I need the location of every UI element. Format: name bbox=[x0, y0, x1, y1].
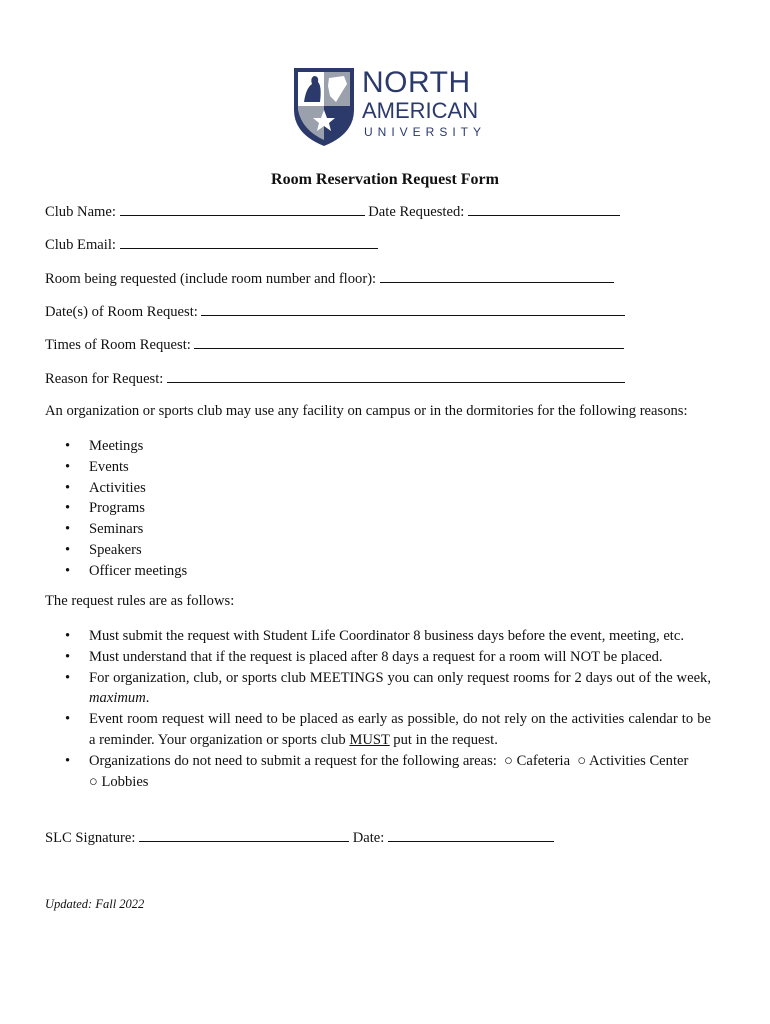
list-item: • Seminars bbox=[45, 519, 187, 540]
list-item: • Events bbox=[45, 457, 187, 478]
signature-date-field[interactable] bbox=[388, 828, 554, 842]
logo-line-american: AMERICAN bbox=[362, 98, 479, 123]
reason-label: Reason for Request: bbox=[45, 371, 164, 387]
times-request-row bbox=[45, 335, 624, 354]
room-requested-label: Room being requested (include room number and floor): bbox=[45, 271, 377, 287]
slc-signature-label: SLC Signature: bbox=[45, 830, 136, 846]
dates-request-row bbox=[45, 302, 625, 321]
list-item: • Activities bbox=[45, 478, 187, 499]
dates-request-label: Date(s) of Room Request: bbox=[45, 304, 198, 320]
rule-underlined: MUST bbox=[349, 731, 390, 748]
club-name-field[interactable] bbox=[120, 202, 365, 216]
rule-text: Event room request will need to be placed as early as possible, do not rely on the activities calendar to be a reminder. Your organization or sports club bbox=[89, 711, 711, 748]
university-logo bbox=[292, 66, 492, 148]
club-name-row bbox=[45, 202, 620, 221]
intro-text: An organization or sports club may use any facility on campus or in the dormitories for the following reasons: bbox=[45, 403, 688, 419]
logo-line-north: NORTH bbox=[362, 66, 471, 99]
date-requested-field[interactable] bbox=[468, 202, 620, 216]
option-lobbies: ○ Lobbies bbox=[89, 773, 149, 790]
rule-item bbox=[45, 709, 711, 751]
rule-text: For organization, club, or sports club MEETINGS you can only request rooms for 2 days out of the week, bbox=[89, 669, 711, 686]
reasons-list bbox=[45, 436, 187, 582]
times-request-label: Times of Room Request: bbox=[45, 337, 191, 353]
room-requested-field[interactable] bbox=[380, 269, 614, 283]
page-title: Room Reservation Request Form bbox=[271, 171, 499, 188]
list-item: • Programs bbox=[45, 498, 187, 519]
club-email-label: Club Email: bbox=[45, 237, 116, 253]
updated-note: Updated: Fall 2022 bbox=[45, 897, 145, 911]
signature-row bbox=[45, 828, 554, 847]
dates-request-field[interactable] bbox=[201, 302, 625, 316]
room-requested-row bbox=[45, 269, 614, 288]
list-item: • Speakers bbox=[45, 540, 187, 561]
rule-emphasis: maximum bbox=[89, 690, 146, 707]
rule-text: Organizations do not need to submit a request for the following areas: bbox=[89, 752, 497, 769]
logo-line-university: UNIVERSITY bbox=[364, 125, 487, 139]
club-name-label: Club Name: bbox=[45, 204, 116, 220]
club-email-field[interactable] bbox=[120, 235, 378, 249]
date-requested-label: Date Requested: bbox=[368, 204, 465, 220]
list-item: • Officer meetings bbox=[45, 561, 187, 582]
reason-row bbox=[45, 369, 625, 388]
rule-item bbox=[45, 751, 711, 793]
option-activities-center: ○ Activities Center bbox=[577, 752, 689, 769]
rule-text: Must understand that if the request is placed after 8 days a request for a room will NOT be placed. bbox=[89, 648, 663, 665]
rule-text: Must submit the request with Student Life Coordinator 8 business days before the event, meeting, etc. bbox=[89, 628, 684, 644]
option-cafeteria: ○ Cafeteria bbox=[504, 752, 571, 769]
list-item: • Meetings bbox=[45, 436, 187, 457]
rule-text: . bbox=[145, 690, 150, 707]
rule-text: put in the request. bbox=[389, 731, 498, 748]
times-request-field[interactable] bbox=[194, 335, 624, 349]
reason-field[interactable] bbox=[167, 369, 625, 383]
slc-signature-field[interactable] bbox=[139, 828, 349, 842]
club-email-row bbox=[45, 235, 378, 254]
rule-item bbox=[45, 626, 711, 647]
rules-list bbox=[45, 626, 711, 792]
rules-heading: The request rules are as follows: bbox=[45, 593, 235, 609]
signature-date-label: Date: bbox=[352, 830, 385, 846]
rule-item bbox=[45, 647, 711, 668]
rule-item bbox=[45, 668, 711, 710]
